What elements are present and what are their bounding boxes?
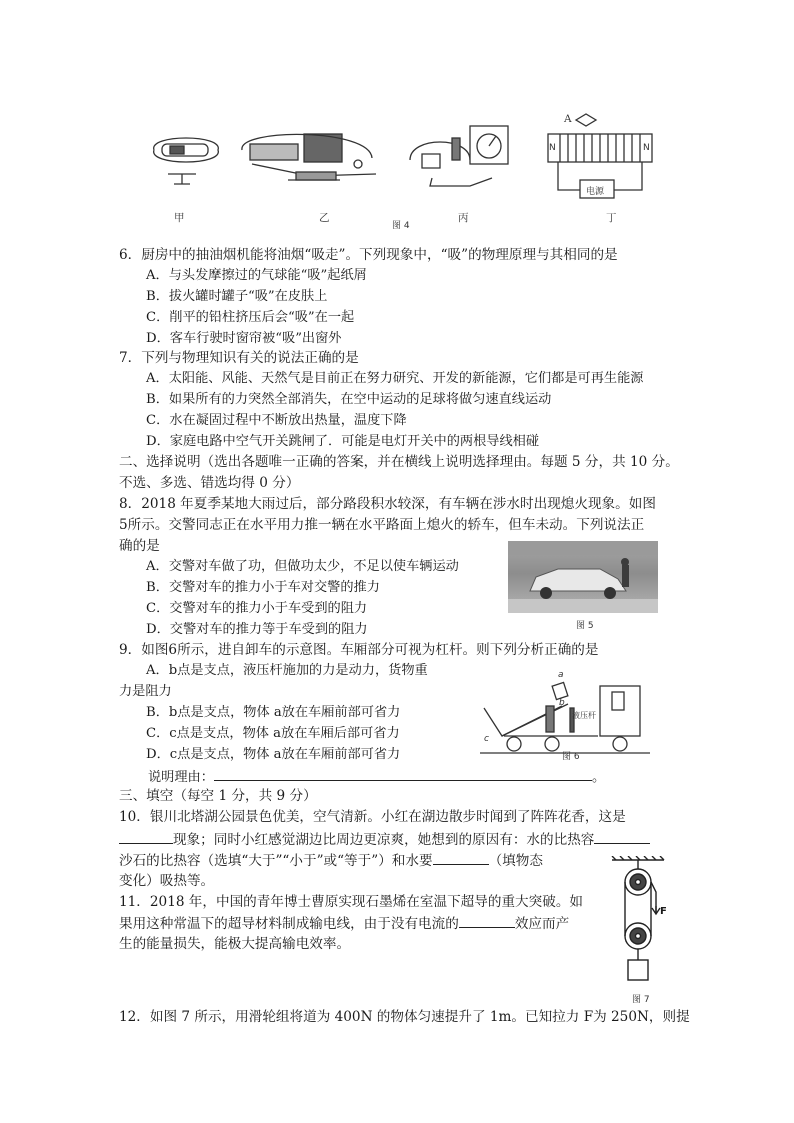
q6-stem: 6．厨房中的抽油烟机能将油烟“吸走”。下列现象中，“吸”的物理原理与其相同的是 bbox=[119, 247, 618, 263]
q8-option-a: A．交警对车做了功，但做功太少，不足以使车辆运动 bbox=[146, 559, 459, 574]
q6-option-d: D．客车行驶时窗帘被“吸”出窗外 bbox=[146, 331, 342, 346]
q12-line1: 12．如图 7 所示，用滑轮组将道为 400N 的物体匀速提升了 1m。已知拉力 F为 250N，则提 bbox=[119, 1009, 690, 1025]
figure-6-label-rod: 液压杆 bbox=[572, 711, 596, 720]
figure-7-caption: 图 7 bbox=[632, 995, 650, 1005]
q10-line4: 变化）吸热等。 bbox=[119, 873, 215, 889]
figure-6-label-a: a bbox=[558, 670, 564, 680]
fig4-label-bing: 丙 bbox=[458, 212, 469, 224]
fig4-label-yi: 乙 bbox=[319, 212, 330, 224]
fig4-label-ding: 丁 bbox=[606, 212, 617, 224]
q7-stem: 7．下列与物理知识有关的说法正确的是 bbox=[119, 350, 359, 366]
q10-blank-3[interactable] bbox=[433, 850, 489, 865]
figure-4-drawing bbox=[140, 108, 670, 234]
fig4-label-jia: 甲 bbox=[174, 212, 185, 224]
q8-stem-line1: 8．2018 年夏季某地大雨过后，部分路段积水较深，有车辆在涉水时出现熄火现象。如图 bbox=[119, 496, 656, 512]
fig4-ding-power-box: 电源 bbox=[586, 187, 605, 197]
fig4-ding-letter-a: A bbox=[564, 113, 572, 125]
q11-line2-text-a: 果用这种常温下的超导材料制成输电线，由于没有电流的 bbox=[119, 916, 459, 932]
figure-4 bbox=[140, 108, 670, 234]
q7-option-d: D．家庭电路中空气开关跳闸了．可能是电灯开关中的两根导线相碰 bbox=[146, 434, 540, 449]
q9-stem: 9．如图6所示，进自卸车的示意图。车厢部分可视为杠杆。则下列分析正确的是 bbox=[119, 642, 599, 658]
q11-line2 bbox=[119, 913, 569, 934]
q10-line3 bbox=[119, 850, 543, 871]
figure-5-caption: 图 5 bbox=[576, 621, 594, 631]
q10-blank-2[interactable] bbox=[594, 829, 650, 844]
figure-6-drawing bbox=[480, 664, 650, 760]
figure-7-drawing bbox=[606, 856, 676, 1004]
q7-option-a: A．太阳能、风能、天然气是目前正在努力研究、开发的新能源，它们都是可再生能源 bbox=[146, 371, 644, 386]
q9-option-b: B．b点是支点，物体 a放在车厢前部可省力 bbox=[146, 705, 401, 720]
q9-option-a-line1: A．b点是支点，液压杆施加的力是动力，货物重 bbox=[146, 663, 428, 678]
q9-option-a-line2: 力是阻力 bbox=[119, 684, 172, 699]
q8-stem-line3: 确的是 bbox=[119, 538, 160, 554]
q9-reason-label: 说明理由： bbox=[148, 770, 214, 785]
figure-7 bbox=[606, 856, 676, 1004]
q9-option-c: C．c点是支点，物体 a放在车厢后部可省力 bbox=[146, 726, 400, 741]
q7-option-b: B．如果所有的力突然全部消失，在空中运动的足球将做匀速直线运动 bbox=[146, 392, 552, 407]
q9-reason-end: 。 bbox=[591, 770, 606, 785]
q9-option-d: D．c点是支点，物体 a放在车厢前部可省力 bbox=[146, 747, 401, 762]
q10-line1: 10．银川北塔湖公园景色优美，空气清新。小红在湖边散步时闻到了阵阵花香，这是 bbox=[119, 809, 626, 825]
figure-6 bbox=[480, 664, 650, 760]
figure-6-label-c: c bbox=[484, 734, 489, 744]
q10-line2-text: 现象；同时小红感觉湖边比周边更凉爽，她想到的原因有：水的比热容 bbox=[173, 832, 595, 848]
fig4-caption: 图 4 bbox=[392, 221, 410, 231]
q8-option-c: C．交警对车的推力小于车受到的阻力 bbox=[146, 601, 368, 616]
fig4-ding-pole-left: N bbox=[549, 143, 556, 153]
q6-option-b: B．拔火罐时罐子“吸”在皮肤上 bbox=[146, 289, 328, 304]
section2-heading-line1: 二、选择说明（选出各题唯一正确的答案，并在横线上说明选择理由。每题 5 分，共 10 分。 bbox=[119, 454, 679, 470]
q11-line2-text-b: 效应而产 bbox=[514, 916, 570, 932]
figure-6-caption: 图 6 bbox=[562, 752, 580, 762]
figure-7-force-label: F bbox=[660, 906, 667, 917]
q11-line3: 生的能量损失，能极大提高输电效率。 bbox=[119, 936, 351, 952]
q8-stem-line2: 5所示。交警同志正在水平用力推一辆在水平路面上熄火的轿车，但车未动。下列说法正 bbox=[119, 517, 645, 533]
q6-option-a: A．与头发摩擦过的气球能“吸”起纸屑 bbox=[146, 268, 367, 283]
section2-heading-line2: 不选、多选、错选均得 0 分） bbox=[119, 475, 300, 491]
q11-blank-1[interactable] bbox=[459, 913, 515, 928]
q9-reason-row bbox=[148, 766, 605, 788]
q7-option-c: C．水在凝固过程中不断放出热量，温度下降 bbox=[146, 413, 407, 428]
figure-6-label-b: b bbox=[559, 698, 565, 708]
q11-line1: 11．2018 年，中国的青年博士曹原实现石墨烯在室温下超导的重大突破。如 bbox=[119, 894, 584, 910]
q6-option-c: C．削平的铅柱挤压后会“吸”在一起 bbox=[146, 310, 355, 325]
figure-5-photo bbox=[508, 541, 658, 613]
q10-line2 bbox=[119, 829, 650, 850]
q9-reason-blank[interactable] bbox=[214, 766, 592, 781]
q10-blank-1[interactable] bbox=[119, 829, 173, 844]
fig4-ding-pole-right: N bbox=[643, 143, 650, 153]
q8-option-d: D．交警对车的推力等于车受到的阻力 bbox=[146, 622, 368, 637]
q8-option-b: B．交警对车的推力小于车对交警的推力 bbox=[146, 580, 380, 595]
q10-line3-text-a: 沙石的比热容（选填“大于”“小于”或“等于”）和水要 bbox=[119, 853, 433, 869]
q10-line3-text-b: （填物态 bbox=[488, 853, 543, 869]
section3-heading: 三、填空（每空 1 分，共 9 分） bbox=[119, 788, 317, 804]
figure-5-drawing bbox=[508, 541, 658, 613]
